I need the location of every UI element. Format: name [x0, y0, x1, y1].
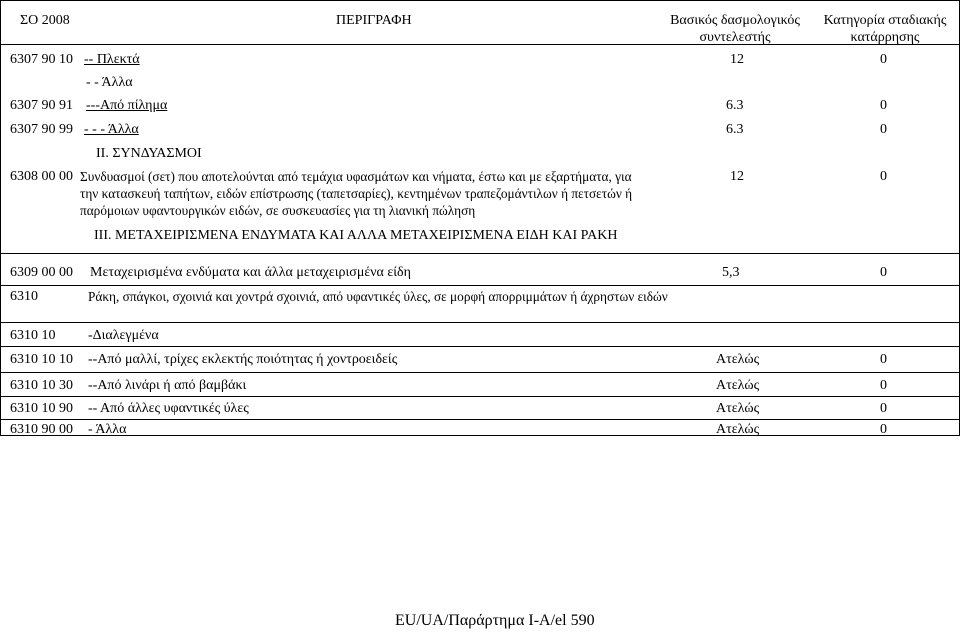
row-description: Συνδυασμοί (σετ) που αποτελούνται από τεμάχια υφασμάτων και νήματα, έστω και με εξαρτήματα, για την κατασκευή ταπήτων, ειδών επίστρωσης (ταπετσαρίες), κεντημένων τραπεζομάντιλων ή πετσετών ή παρόμοιων υφαντουργικών ειδών, σε συσκευασίες για τη λιανική πώληση: [80, 169, 633, 218]
table-bottom-border: [0, 435, 960, 436]
row-rate: 6.3: [726, 122, 744, 137]
row-rate: Ατελώς: [716, 401, 760, 416]
row-rate: Ατελώς: [716, 352, 760, 367]
row-code: 6310: [10, 289, 38, 304]
row-code: 6307 90 91: [10, 98, 73, 113]
table-left-border: [0, 0, 1, 436]
row-rate: 6.3: [726, 98, 744, 113]
row-description: Μεταχειρισμένα ενδύματα και άλλα μεταχειρισμένα είδη: [90, 265, 411, 280]
row-rate: 12: [730, 52, 744, 67]
row-description: - - - Άλλα: [84, 122, 139, 137]
row-divider: [0, 419, 960, 420]
row-divider: [0, 346, 960, 347]
row-code: 6310 10 90: [10, 401, 73, 416]
row-code: 6308 00 00: [10, 169, 73, 184]
row-code: 6310 10: [10, 328, 56, 343]
row-description: --Από λινάρι ή από βαμβάκι: [88, 378, 247, 393]
row-category: 0: [880, 52, 887, 67]
row-category: 0: [880, 352, 887, 367]
row-description: -- Από άλλες υφαντικές ύλες: [88, 401, 249, 416]
row-code: 6307 90 10: [10, 52, 73, 67]
row-divider: [0, 372, 960, 373]
row-description: ---Από πίλημα: [86, 98, 168, 113]
row-description: Ράκη, σπάγκοι, σχοινιά και χοντρά σχοινιά, από υφαντικές ύλες, σε μορφή απορριμμάτων ή άχρηστων ειδών: [88, 289, 668, 304]
row-category: 0: [880, 98, 887, 113]
row-code: 6310 90 00: [10, 422, 73, 437]
row-category: 0: [880, 401, 887, 416]
row-rate: 12: [730, 169, 744, 184]
row-divider: [0, 322, 960, 323]
section-heading: III. ΜΕΤΑΧΕΙΡΙΣΜΕΝΑ ΕΝΔΥΜΑΤΑ ΚΑΙ ΑΛΛΑ ΜΕΤΑΧΕΙΡΙΣΜΕΝΑ ΕΙΔΗ ΚΑΙ ΡΑΚΗ: [94, 228, 618, 243]
row-description: - Άλλα: [88, 422, 127, 437]
header-description: ΠΕΡΙΓΡΑΦΗ: [336, 13, 412, 28]
row-code: 6310 10 10: [10, 352, 73, 367]
row-description: --Από μαλλί, τρίχες εκλεκτής ποιότητας ή χοντροειδείς: [88, 352, 398, 367]
row-category: 0: [880, 378, 887, 393]
section-heading: II. ΣΥΝΔΥΑΣΜΟΙ: [96, 146, 202, 161]
row-divider: [0, 285, 960, 286]
row-code: 6307 90 99: [10, 122, 73, 137]
row-category: 0: [880, 422, 887, 437]
row-code: 6310 10 30: [10, 378, 73, 393]
row-category: 0: [880, 122, 887, 137]
row-description: - - Άλλα: [86, 75, 133, 90]
row-code: 6309 00 00: [10, 265, 73, 280]
row-category: 0: [880, 265, 887, 280]
table-top-border: [0, 0, 960, 1]
header-so: ΣΟ 2008: [20, 13, 70, 28]
row-rate: Ατελώς: [716, 422, 760, 437]
row-description: -- Πλεκτά: [84, 52, 140, 67]
row-rate: Ατελώς: [716, 378, 760, 393]
row-description: -Διαλεγμένα: [88, 328, 159, 343]
row-divider: [0, 396, 960, 397]
row-rate: 5,3: [722, 265, 740, 280]
row-divider: [0, 253, 960, 254]
header-staging-category: Κατηγορία σταδιακής κατάρρησης: [823, 13, 947, 45]
page-footer: EU/UA/Παράρτημα I-A/el 590: [395, 612, 595, 629]
row-category: 0: [880, 169, 887, 184]
header-basic-rate: Βασικός δασμολογικός συντελεστής: [670, 13, 800, 45]
